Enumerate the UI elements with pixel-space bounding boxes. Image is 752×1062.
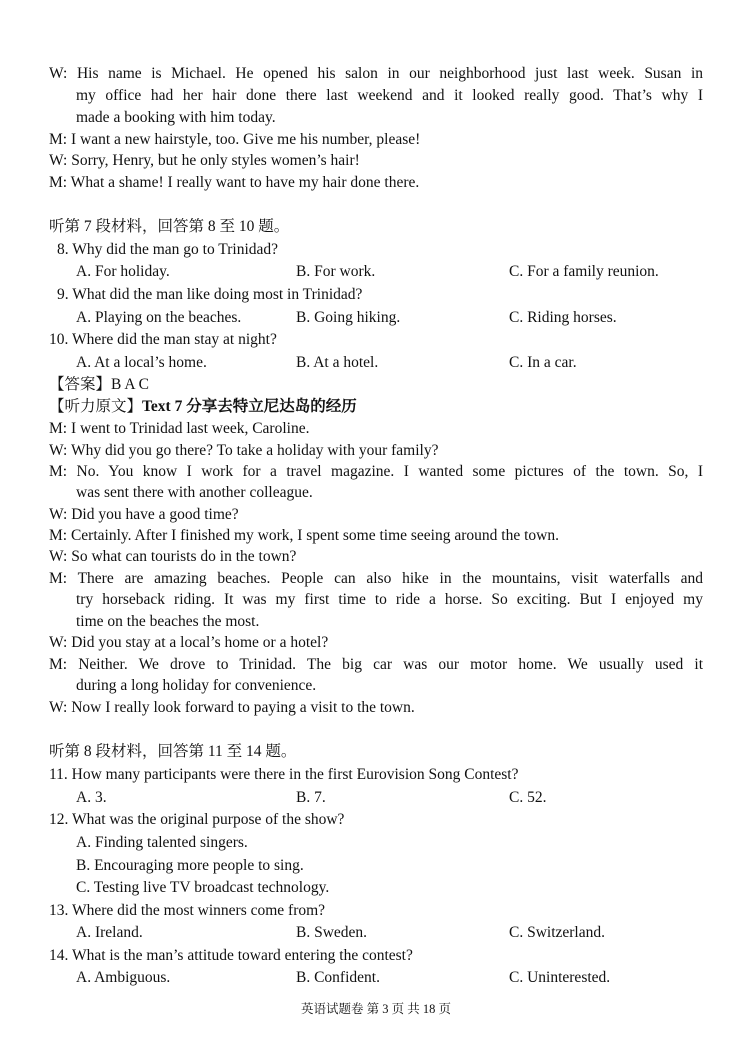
option-b: B. At a hotel. [296,354,379,371]
transcript-line: was sent there with another colleague. [76,484,313,501]
transcript-line: W: Did you stay at a local’s home or a hotel? [49,634,329,651]
option-b: B. Encouraging more people to sing. [76,857,304,874]
question: 12. What was the original purpose of the show? [49,811,345,828]
dialog-line: W: His name is Michael. He opened his salon in our neighborhood just last week. Susan in [49,65,703,82]
transcript-line: W: Did you have a good time? [49,506,239,523]
transcript-title: Text 7 分享去特立尼达岛的经历 [142,398,357,415]
option-c: C. In a car. [509,354,577,371]
transcript-header [49,397,357,417]
question: 13. Where did the most winners come from? [49,902,326,919]
option-a: A. Ambiguous. [76,969,171,986]
section-heading: 听第 7 段材料，回答第 8 至 10 题。 [49,218,290,235]
page-footer: 英语试题卷 第 3 页 共 18 页 [300,1002,451,1016]
question: 11. How many participants were there in the first Eurovision Song Contest? [49,766,519,783]
option-b: B. Sweden. [296,924,368,941]
transcript-line: time on the beaches the most. [76,613,260,630]
transcript-line: M: No. You know I work for a travel magazine. I wanted some pictures of the town. So, I [49,463,703,480]
dialog-line: my office had her hair done there last weekend and it looked really good. That’s why I [76,87,703,104]
option-c: C. Riding horses. [509,309,617,326]
option-c: C. Testing live TV broadcast technology. [76,879,330,896]
transcript-label: 【听力原文】 [49,398,143,415]
transcript-line: M: Neither. We drove to Trinidad. The big car was our motor home. We usually used it [49,656,703,673]
option-c: C. For a family reunion. [509,263,659,280]
answer-key: 【答案】B A C [49,376,149,393]
transcript-line: M: I went to Trinidad last week, Caroline. [49,420,310,437]
question: 8. Why did the man go to Trinidad? [57,241,279,258]
option-b: B. 7. [296,789,326,806]
option-a: A. Playing on the beaches. [76,309,242,326]
transcript-line: W: Why did you go there? To take a holiday with your family? [49,442,439,459]
dialog-line: M: I want a new hairstyle, too. Give me his number, please! [49,131,421,148]
transcript-line: during a long holiday for convenience. [76,677,317,694]
transcript-line: W: So what can tourists do in the town? [49,548,297,565]
option-b: B. Going hiking. [296,309,401,326]
transcript-line: M: Certainly. After I finished my work, I spent some time seeing around the town. [49,527,559,544]
option-a: A. Ireland. [76,924,143,941]
dialog-line: M: What a shame! I really want to have my hair done there. [49,174,420,191]
question: 10. Where did the man stay at night? [49,331,277,348]
option-a: A. 3. [76,789,107,806]
section-heading: 听第 8 段材料，回答第 11 至 14 题。 [49,743,297,760]
question: 14. What is the man’s attitude toward entering the contest? [49,947,413,964]
option-a: A. Finding talented singers. [76,834,248,851]
transcript-line: W: Now I really look forward to paying a visit to the town. [49,699,415,716]
option-c: C. Uninterested. [509,969,611,986]
option-c: C. 52. [509,789,547,806]
option-b: B. For work. [296,263,376,280]
transcript-line: M: There are amazing beaches. People can also hike in the mountains, visit waterfalls and [49,570,703,587]
option-c: C. Switzerland. [509,924,605,941]
dialog-line: made a booking with him today. [76,109,276,126]
transcript-line: try horseback riding. It was my first time to ride a horse. So exciting. But I enjoyed my [76,591,703,608]
dialog-line: W: Sorry, Henry, but he only styles women’s hair! [49,152,360,169]
option-b: B. Confident. [296,969,380,986]
option-a: A. For holiday. [76,263,170,280]
option-a: A. At a local’s home. [76,354,207,371]
question: 9. What did the man like doing most in Trinidad? [57,286,363,303]
